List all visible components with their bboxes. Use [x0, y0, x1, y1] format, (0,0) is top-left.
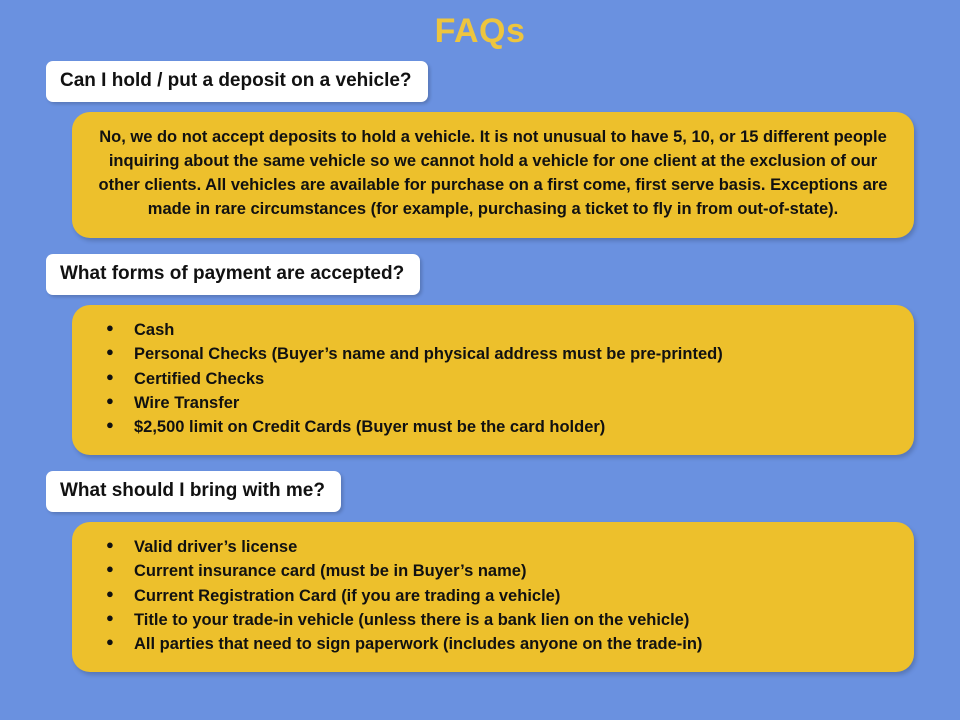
list-item: ● All parties that need to sign paperwork (includes anyone on the trade-in) [92, 632, 894, 656]
list-item: ● Valid driver’s license [92, 535, 894, 559]
faq-item-3 [0, 471, 960, 672]
faq-answer-2 [72, 305, 914, 455]
faq-question-2: What forms of payment are accepted? [46, 254, 420, 295]
list-item: ● Current insurance card (must be in Buyer’s name) [92, 559, 894, 583]
faq-item-1 [0, 61, 960, 238]
faq-question-3: What should I bring with me? [46, 471, 341, 512]
payment-methods-list [92, 318, 894, 440]
list-item: ● Certified Checks [92, 367, 894, 391]
list-item: ● Personal Checks (Buyer’s name and physical address must be pre-printed) [92, 342, 894, 366]
faq-item-2 [0, 254, 960, 455]
list-item: ● Title to your trade-in vehicle (unless there is a bank lien on the vehicle) [92, 608, 894, 632]
faq-question-1: Can I hold / put a deposit on a vehicle? [46, 61, 428, 102]
faq-answer-3 [72, 522, 914, 672]
list-item: ● Current Registration Card (if you are trading a vehicle) [92, 584, 894, 608]
list-item: ● Cash [92, 318, 894, 342]
list-item: ● Wire Transfer [92, 391, 894, 415]
faq-answer-1: No, we do not accept deposits to hold a vehicle. It is not unusual to have 5, 10, or 15 different people inquiring about the same vehicle so we cannot hold a vehicle for one client at the exclusion of our other clients. All vehicles are available for purchase on a first come, first serve basis. Exceptions are made in rare circumstances (for example, purchasing a ticket to fly in from out-of-state). [72, 112, 914, 238]
page-title: FAQs [434, 12, 526, 50]
bring-with-you-list [92, 535, 894, 657]
list-item: ● $2,500 limit on Credit Cards (Buyer must be the card holder) [92, 415, 894, 439]
